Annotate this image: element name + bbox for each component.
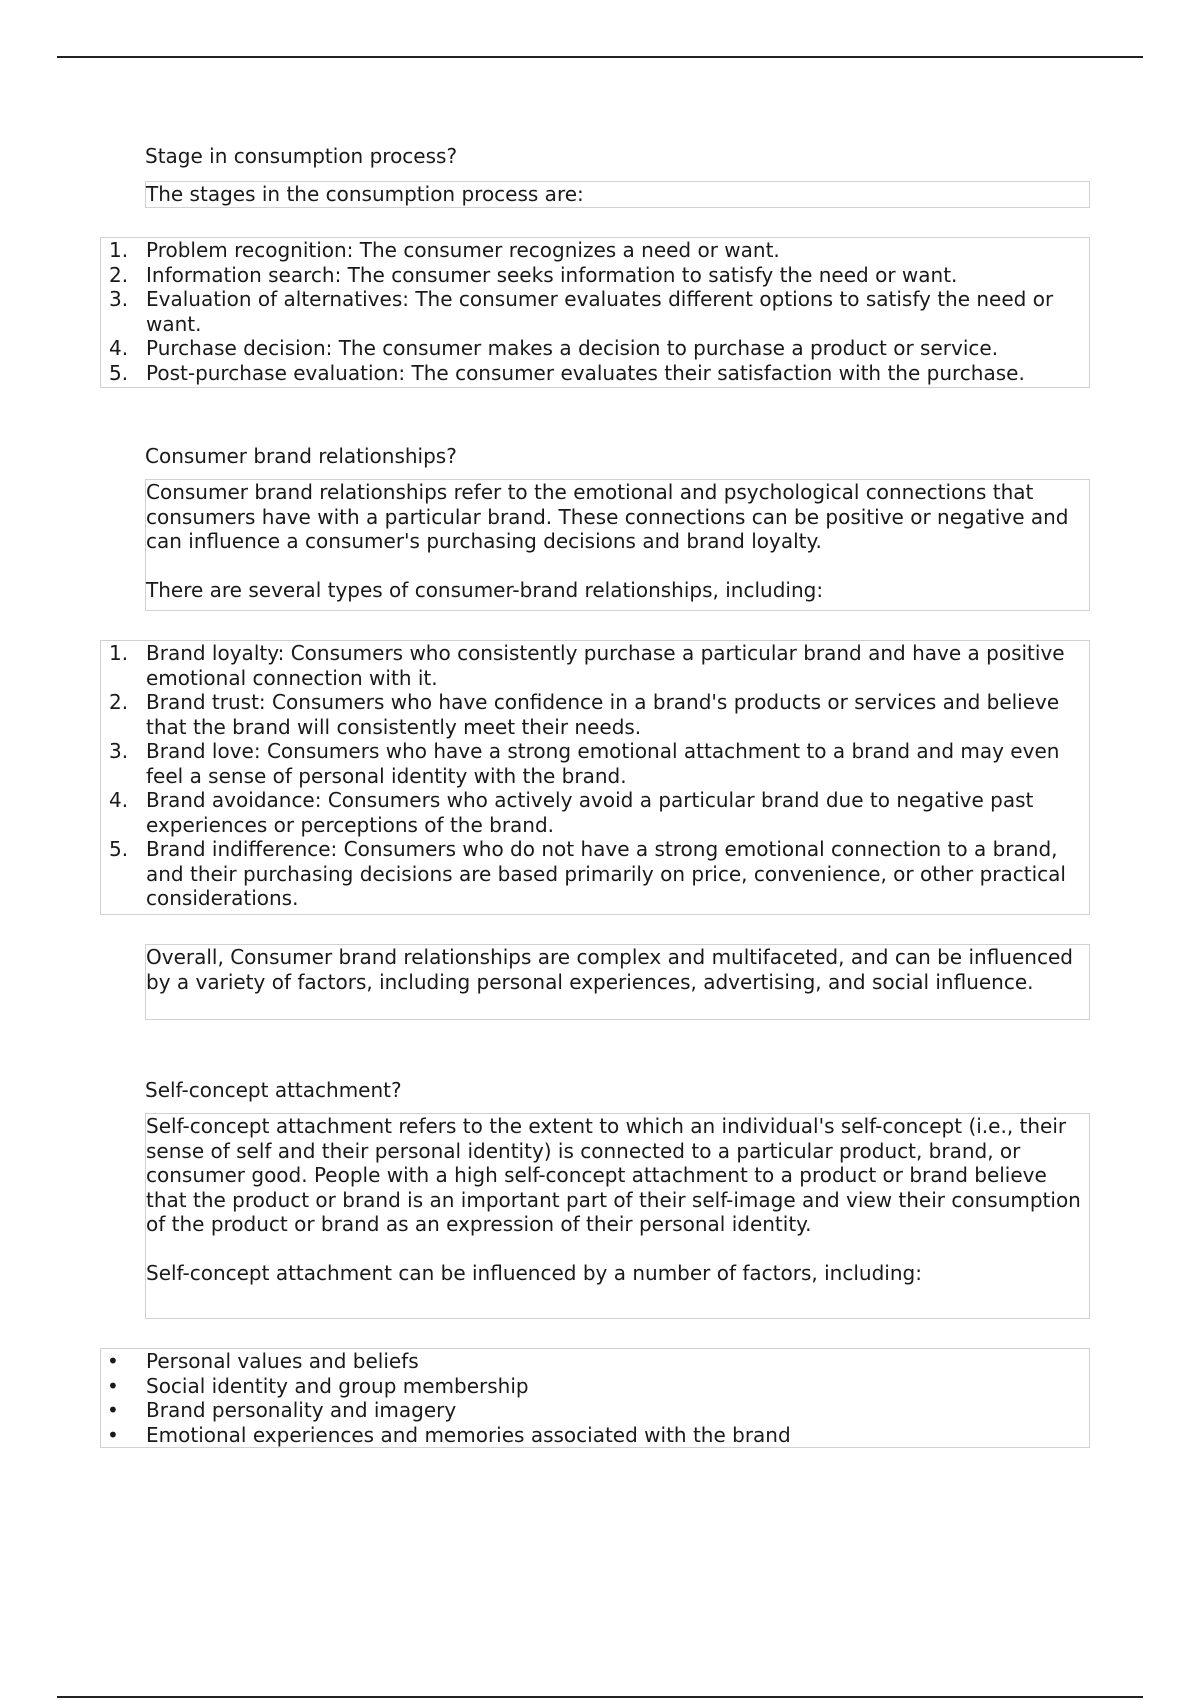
list-item-text: Evaluation of alternatives: The consumer evaluates different options to satisfy the need or want. <box>146 287 1054 336</box>
list-item-text: Brand personality and imagery <box>146 1398 457 1422</box>
section-heading-consumption-stages: Stage in consumption process? <box>145 144 458 168</box>
list-item <box>101 1398 1089 1423</box>
list-marker: 5. <box>109 360 129 385</box>
list-item-text: Brand love: Consumers who have a strong emotional attachment to a brand and may even feel a sense of personal identity with the brand. <box>146 739 1060 788</box>
list-marker: 1. <box>109 641 129 665</box>
paragraph: Self-concept attachment refers to the extent to which an individual's self-concept (i.e., their sense of self and their personal identity) is connected to a particular product, brand, or consumer good. People with a high self-concept attachment to a product or brand believe that the product or brand is an important part of their self-image and view their consumption of the product or brand as an expression of their personal identity. <box>146 1114 1081 1236</box>
brand-relationships-conclusion <box>145 944 1090 1020</box>
list-item-text: Purchase decision: The consumer makes a decision to purchase a product or service. <box>146 336 999 360</box>
paragraph: There are several types of consumer-brand relationships, including: <box>146 577 824 602</box>
section-heading-brand-relationships: Consumer brand relationships? <box>145 444 457 468</box>
list-item-text: Social identity and group membership <box>146 1373 529 1398</box>
paragraph: Self-concept attachment can be influenced by a number of factors, including: <box>146 1260 922 1285</box>
list-item <box>101 1423 1089 1448</box>
list-item-text: Emotional experiences and memories associated with the brand <box>146 1422 791 1447</box>
list-item <box>101 336 1089 361</box>
list-marker: 4. <box>109 336 129 360</box>
list-item <box>101 788 1089 837</box>
list-item-text: Personal values and beliefs <box>146 1349 419 1373</box>
list-item <box>101 739 1089 788</box>
list-item-text: Brand avoidance: Consumers who actively avoid a particular brand due to negative past experiences or perceptions of the brand. <box>146 788 1034 837</box>
list-marker: 5. <box>109 837 129 861</box>
list-item <box>101 641 1089 690</box>
list-marker: 2. <box>109 690 129 714</box>
list-marker: 3. <box>109 739 129 763</box>
self-concept-intro <box>145 1113 1090 1319</box>
list-marker: 4. <box>109 788 129 812</box>
list-marker: 1. <box>109 238 129 262</box>
brand-relationships-intro <box>145 479 1090 611</box>
bullet-marker: • <box>107 1373 119 1398</box>
list-item <box>101 238 1089 263</box>
list-item-text: Post-purchase evaluation: The consumer evaluates their satisfaction with the purchase. <box>146 360 1025 385</box>
self-concept-factors-list <box>100 1348 1090 1448</box>
list-item <box>101 287 1089 336</box>
bottom-rule <box>57 1696 1143 1698</box>
section-heading-self-concept-attachment: Self-concept attachment? <box>145 1078 402 1102</box>
consumption-stages-list <box>100 237 1090 388</box>
paragraph: The stages in the consumption process are: <box>146 182 584 206</box>
consumption-stages-intro <box>145 181 1090 208</box>
list-item-text: Brand indifference: Consumers who do not have a strong emotional connection to a brand, and their purchasing decisions are based primarily on price, convenience, or other practical considerations. <box>146 837 1066 910</box>
brand-relationship-types-list <box>100 640 1090 915</box>
list-item-text: Problem recognition: The consumer recognizes a need or want. <box>146 238 780 262</box>
list-item-text: Brand loyalty: Consumers who consistently purchase a particular brand and have a positive emotional connection with it. <box>146 641 1065 690</box>
list-item-text: Information search: The consumer seeks information to satisfy the need or want. <box>146 262 958 287</box>
list-marker: 2. <box>109 262 129 287</box>
bullet-marker: • <box>107 1349 119 1373</box>
bullet-marker: • <box>107 1422 119 1447</box>
top-rule <box>57 56 1143 58</box>
list-item <box>101 1374 1089 1399</box>
list-item <box>101 263 1089 288</box>
paragraph: Overall, Consumer brand relationships are complex and multifaceted, and can be influenced by a variety of factors, including personal experiences, advertising, and social influence. <box>146 945 1073 994</box>
list-item <box>101 690 1089 739</box>
bullet-marker: • <box>107 1398 119 1422</box>
list-item <box>101 361 1089 386</box>
list-item <box>101 1349 1089 1374</box>
list-item-text: Brand trust: Consumers who have confidence in a brand's products or services and believe that the brand will consistently meet their needs. <box>146 690 1060 739</box>
paragraph: Consumer brand relationships refer to the emotional and psychological connections that consumers have with a particular brand. These connections can be positive or negative and can influence a consumer's purchasing decisions and brand loyalty. <box>146 480 1069 553</box>
list-item <box>101 837 1089 911</box>
list-marker: 3. <box>109 287 129 311</box>
